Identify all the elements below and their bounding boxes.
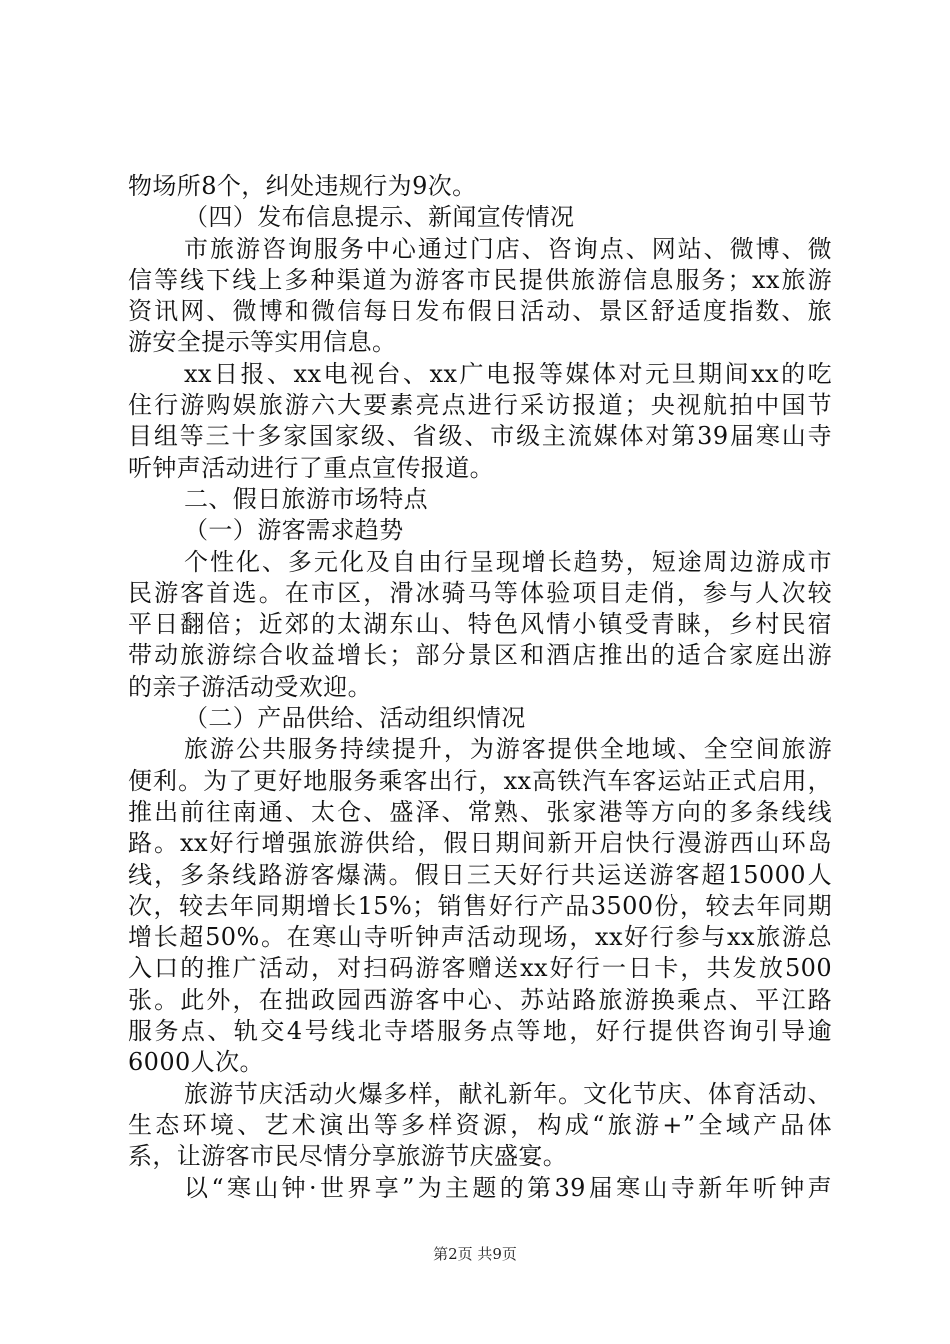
text-line: 旅游节庆活动火爆多样，献礼新年。文化节庆、体育活动、 <box>184 1079 832 1108</box>
text-line: 系，让游客市民尽情分享旅游节庆盛宴。 <box>128 1142 568 1171</box>
text-line: （四）发布信息提示、新闻宣传情况 <box>184 203 575 232</box>
text-line: 旅游公共服务持续提升，为游客提供全地域、全空间旅游 <box>184 735 832 764</box>
text-line: 信等线下线上多种渠道为游客市民提供旅游信息服务；xx旅游 <box>128 265 832 294</box>
text-line: 民游客首选。在市区，滑冰骑马等体验项目走俏，参与人次较 <box>128 578 832 607</box>
text-line: 的亲子游活动受欢迎。 <box>128 672 372 701</box>
text-line: 二、假日旅游市场特点 <box>184 484 428 513</box>
text-line: 听钟声活动进行了重点宣传报道。 <box>128 453 494 482</box>
text-line: 张。此外，在拙政园西游客中心、苏站路旅游换乘点、平江路 <box>128 985 832 1014</box>
page-footer: 第2页 共9页 <box>433 1245 517 1263</box>
text-line: 游安全提示等实用信息。 <box>128 328 397 357</box>
text-line: （一）游客需求趋势 <box>184 516 404 545</box>
text-line: 住行游购娱旅游六大要素亮点进行采访报道；央视航拍中国节 <box>128 391 832 420</box>
text-line: 入口的推广活动，对扫码游客赠送xx好行一日卡，共发放500 <box>128 954 832 983</box>
text-line: 便利。为了更好地服务乘客出行，xx高铁汽车客运站正式启用， <box>128 766 832 795</box>
text-line: 个性化、多元化及自由行呈现增长趋势，短途周边游成市 <box>184 547 832 576</box>
text-line: 目组等三十多家国家级、省级、市级主流媒体对第39届寒山寺 <box>128 422 832 451</box>
text-line: 平日翻倍；近郊的太湖东山、特色风情小镇受青睐，乡村民宿 <box>128 610 832 639</box>
text-line: 路。xx好行增强旅游供给，假日期间新开启快行漫游西山环岛 <box>128 829 832 858</box>
text-line: 带动旅游综合收益增长；部分景区和酒店推出的适合家庭出游 <box>128 641 832 670</box>
text-line: 推出前往南通、太仓、盛泽、常熟、张家港等方向的多条线线 <box>128 797 832 826</box>
text-line: xx日报、xx电视台、xx广电报等媒体对元旦期间xx的吃 <box>184 359 832 388</box>
text-line: 线，多条线路游客爆满。假日三天好行共运送游客超15000人 <box>128 860 832 889</box>
text-line: 物场所8个，纠处违规行为9次。 <box>128 172 477 200</box>
text-line: 增长超50%。在寒山寺听钟声活动现场，xx好行参与xx旅游总 <box>128 923 832 952</box>
text-line: 次，较去年同期增长15%；销售好行产品3500份，较去年同期 <box>128 891 832 920</box>
text-line: 以“寒山钟·世界享”为主题的第39届寒山寺新年听钟声 <box>184 1173 832 1202</box>
text-line: 6000人次。 <box>128 1048 264 1077</box>
text-line: 市旅游咨询服务中心通过门店、咨询点、网站、微博、微 <box>184 234 832 263</box>
text-line: 资讯网、微博和微信每日发布假日活动、景区舒适度指数、旅 <box>128 297 832 326</box>
document-body <box>128 171 832 1204</box>
text-line: 生态环境、艺术演出等多样资源，构成“旅游+”全域产品体 <box>128 1110 832 1139</box>
text-line: 服务点、轨交4号线北寺塔服务点等地，好行提供咨询引导逾 <box>128 1017 832 1046</box>
text-line: （二）产品供给、活动组织情况 <box>184 704 526 733</box>
